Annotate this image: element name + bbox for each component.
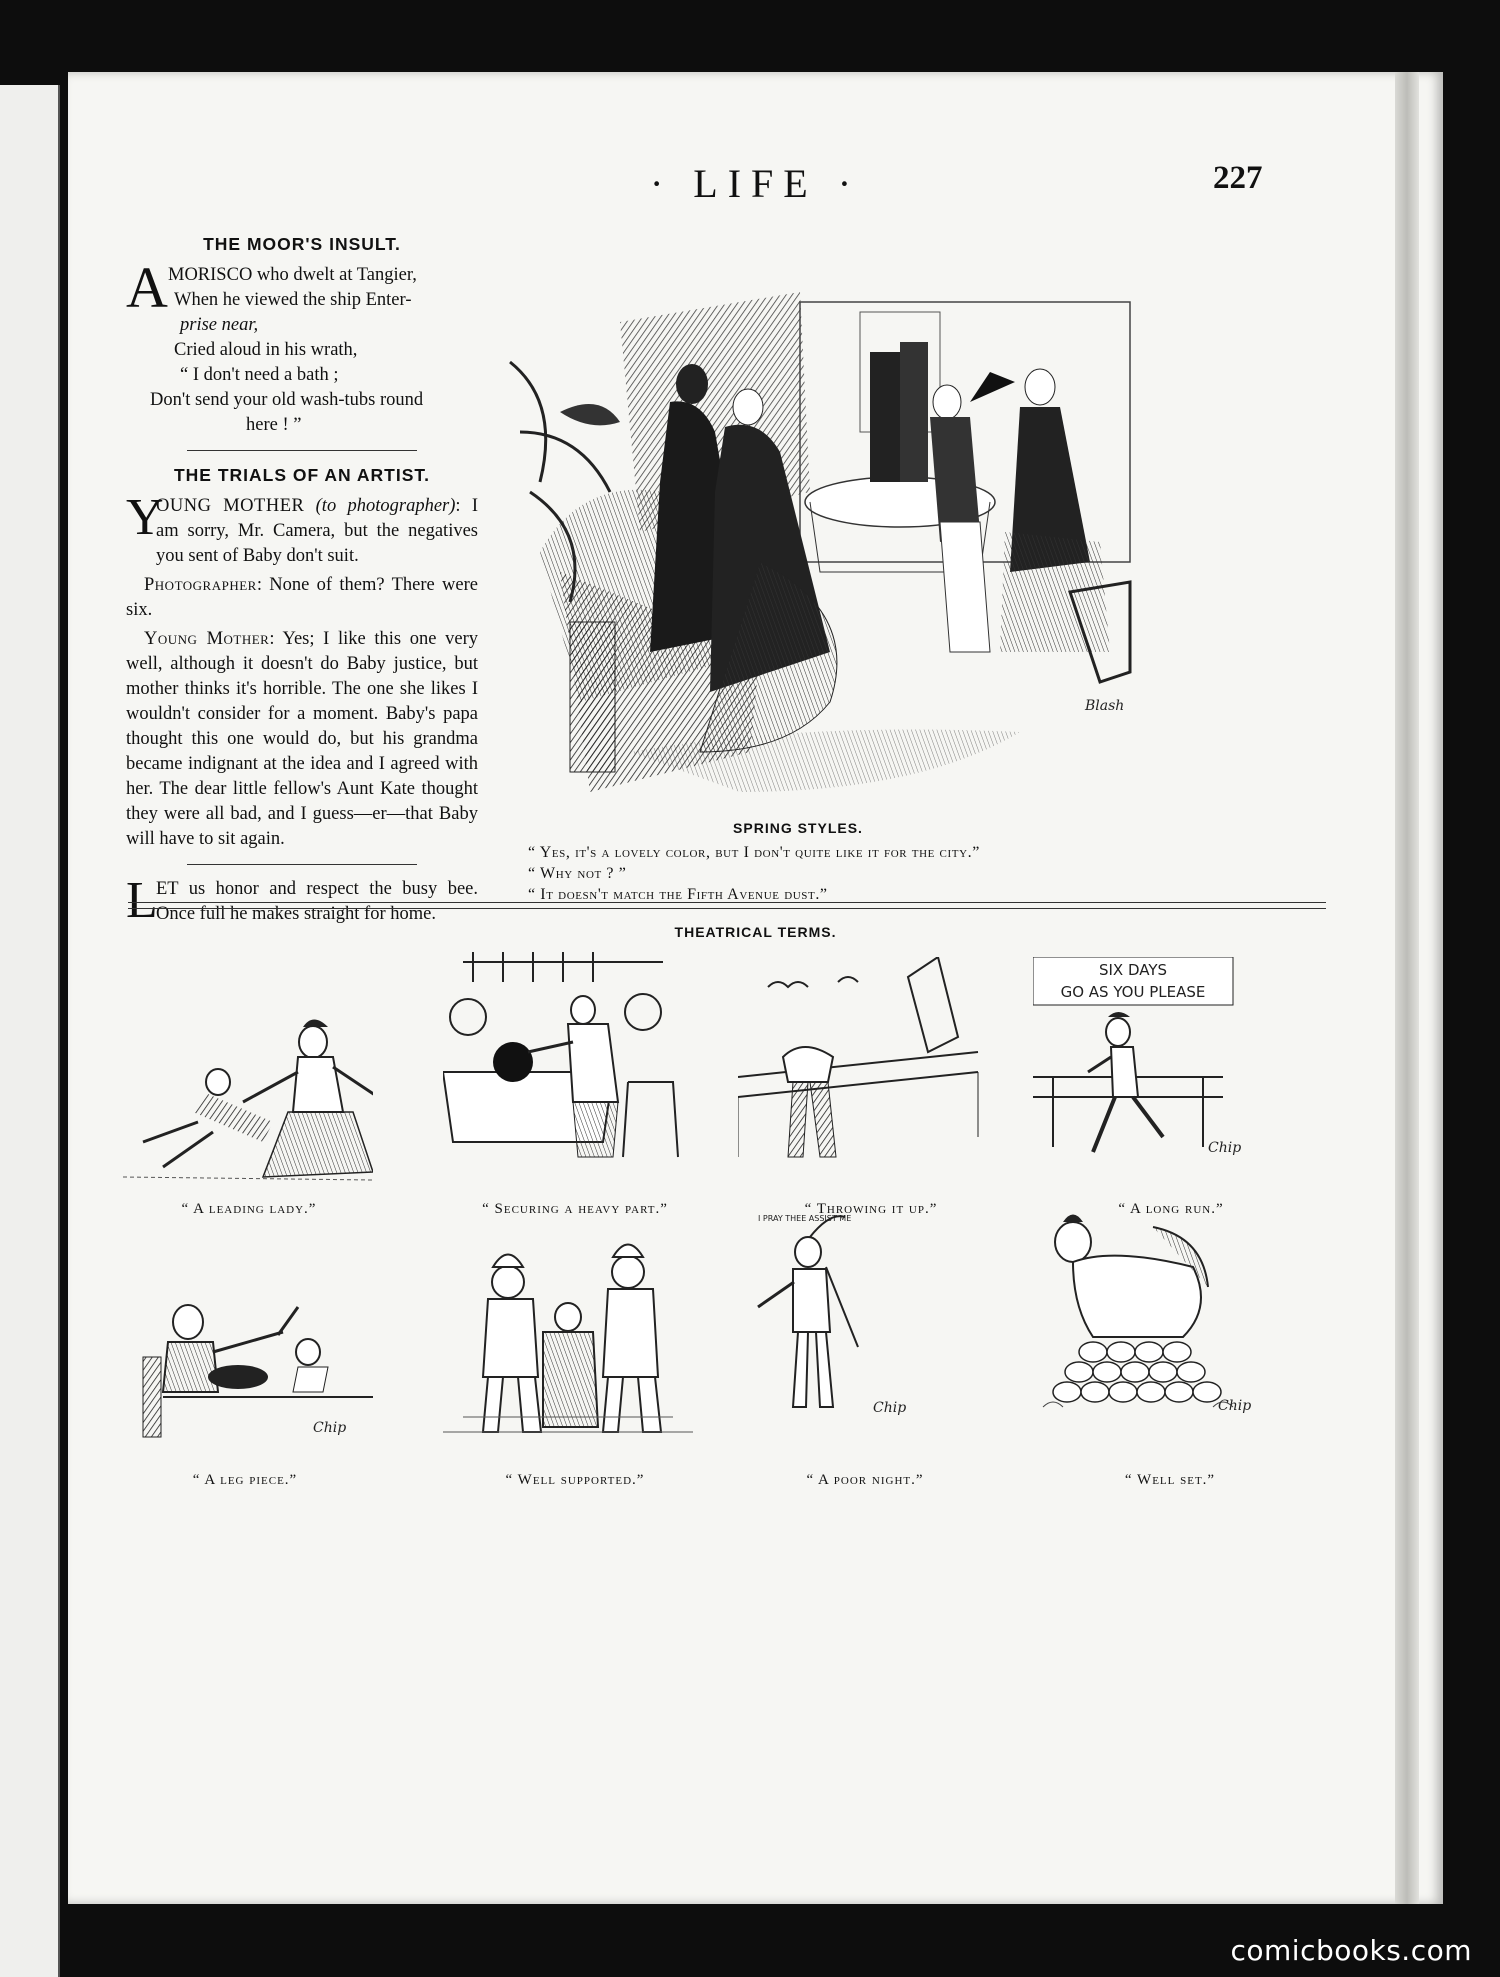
- caption-heavy-part: “ Securing a heavy part.”: [482, 1201, 668, 1217]
- poem-line: MORISCO who dwelt at Tangier,: [168, 265, 417, 285]
- poem-line: here ! ”: [246, 415, 302, 435]
- cartoon-leg-piece: [133, 1227, 383, 1442]
- cartoon-well-supported: [443, 1227, 693, 1442]
- artist-signature: Chip: [1218, 1398, 1252, 1414]
- dialogue-text: : None of them? There were six.: [126, 575, 478, 620]
- magazine-page: [68, 72, 1443, 1904]
- speaker-name: Young Mother: [144, 629, 270, 649]
- caption-line: “ It doesn't match the Fifth Avenue dust.”: [528, 886, 828, 903]
- poem-line: Don't send your old wash-tubs round: [150, 390, 424, 410]
- caption-line: “ Yes, it's a lovely color, but I don't quite like it for the city.”: [528, 844, 980, 861]
- speaker-name: Photographer: [144, 575, 257, 595]
- artist-signature: Blash: [1085, 698, 1125, 714]
- trials-title: THE TRIALS OF AN ARTIST.: [173, 465, 431, 485]
- spring-styles-title: SPRING STYLES.: [733, 820, 863, 836]
- theatrical-terms-title: THEATRICAL TERMS.: [674, 924, 837, 940]
- page-number: 227: [1213, 160, 1263, 196]
- page-spine-shadow: [1395, 72, 1419, 1904]
- poem-line: Cried aloud in his wrath,: [174, 340, 358, 360]
- sign-line-1: SIX DAYS: [1098, 961, 1168, 979]
- dialogue-text: : I am sorry, Mr. Camera, but the negatives you sent of Baby don't suit.: [156, 496, 478, 566]
- moors-insult-poem: [126, 255, 478, 438]
- bee-dropcap: L: [126, 872, 158, 929]
- caption-leg-piece: “ A leg piece.”: [192, 1472, 298, 1488]
- facing-page-edge: [0, 85, 60, 1977]
- spring-styles-illustration: [500, 232, 1135, 807]
- masthead-title: · LIFE ·: [649, 161, 862, 206]
- cartoon-long-run: [1033, 957, 1283, 1172]
- artist-signature: Chip: [1208, 1140, 1242, 1156]
- cartoon-poor-night: [738, 1207, 988, 1422]
- cartoon-throwing-it-up: [738, 957, 988, 1172]
- sign-line-2: GO AS YOU PLEASE: [1060, 983, 1206, 1001]
- poem-dropcap: A: [126, 255, 168, 320]
- trials-dropcap: Y: [126, 489, 164, 546]
- poem-line: “ I don't need a bath ;: [180, 365, 339, 385]
- dialogue-text: : Yes; I like this one very well, although it doesn't do Baby justice, but mother thinks it's horrible. The one she likes I wouldn't consider for a moment. Baby's papa thought this one would do, but his grandma became indignant at the idea and I agreed with her. The dear little fellow's Aunt Kate thought they were all bad, and I guess—er—that Baby will have to sit again.: [126, 629, 478, 849]
- caption-long-run: “ A long run.”: [1118, 1201, 1224, 1217]
- speech-text: I PRAY THEE ASSIST ME: [758, 1214, 852, 1223]
- caption-well-supported: “ Well supported.”: [505, 1472, 645, 1488]
- divider: [187, 864, 417, 865]
- caption-well-set: “ Well set.”: [1124, 1472, 1216, 1488]
- poem-line: prise near,: [180, 315, 259, 335]
- left-text-column: [126, 222, 478, 931]
- cartoon-well-set: [1033, 1207, 1283, 1422]
- section-divider: [128, 902, 1326, 909]
- caption-line: “ Why not ? ”: [528, 865, 627, 882]
- speaker-name: OUNG MOTHER: [156, 496, 305, 516]
- trials-first-paragraph: [126, 489, 478, 569]
- stage-direction: (to photographer): [315, 496, 456, 516]
- spring-styles-caption: [528, 842, 1148, 905]
- divider: [187, 450, 417, 451]
- cartoon-leading-lady: [123, 972, 373, 1187]
- artist-signature: Chip: [873, 1400, 907, 1416]
- caption-throwing-it-up: “ Throwing it up.”: [804, 1201, 938, 1217]
- watermark-text: comicbooks.com: [1230, 1934, 1472, 1967]
- caption-leading-lady: “ A leading lady.”: [181, 1201, 317, 1217]
- trials-text: [126, 489, 478, 852]
- caption-poor-night: “ A poor night.”: [806, 1472, 924, 1488]
- cartoon-heavy-part: [443, 952, 693, 1167]
- poem-line: When he viewed the ship Enter-: [174, 290, 412, 310]
- artist-signature: Chip: [313, 1420, 347, 1436]
- bee-text: ET us honor and respect the busy bee. Once full he makes straight for home.: [156, 879, 478, 924]
- moors-insult-title: THE MOOR'S INSULT.: [203, 234, 401, 254]
